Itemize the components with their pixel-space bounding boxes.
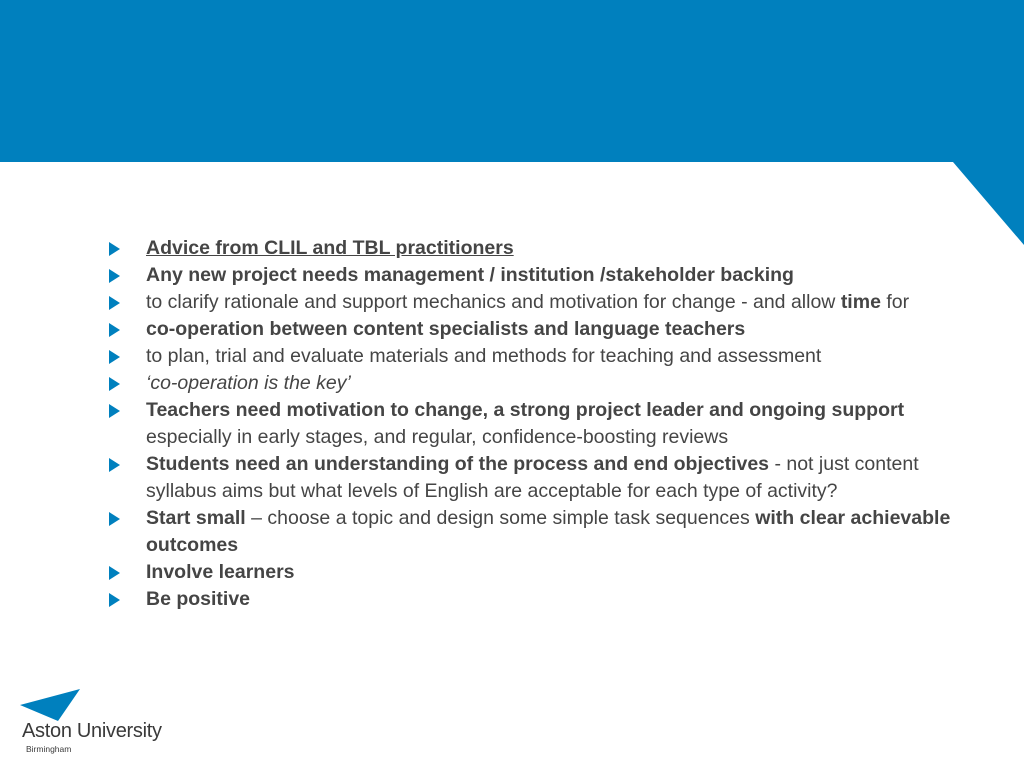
bullet-arrow-icon <box>109 350 120 364</box>
list-heading: Advice from CLIL and TBL practitioners <box>146 237 514 259</box>
list-item: to plan, trial and evaluate materials and methods for teaching and assessment <box>108 343 958 370</box>
list-item: Start small – choose a topic and design some simple task sequences with clear achievable outcomes <box>108 505 958 559</box>
list-item: co-operation between content specialists and language teachers <box>108 316 958 343</box>
bullet-arrow-icon <box>109 269 120 283</box>
bullet-arrow-icon <box>109 296 120 310</box>
list-item <box>108 235 958 262</box>
list-item: Students need an understanding of the process and end objectives - not just content syllabus aims but what levels of English are acceptable for each type of activity? <box>108 451 958 505</box>
logo-city: Birmingham <box>26 744 72 754</box>
bullet-arrow-icon <box>109 377 120 391</box>
list-item: ‘co-operation is the key’ <box>108 370 958 397</box>
aston-university-logo <box>20 688 190 758</box>
bullet-arrow-icon <box>109 593 120 607</box>
bullet-arrow-icon <box>109 512 120 526</box>
bullet-arrow-icon <box>109 458 120 472</box>
bullet-arrow-icon <box>109 242 120 256</box>
header-band <box>0 0 1024 245</box>
list-item: Teachers need motivation to change, a strong project leader and ongoing support especially in early stages, and regular, confidence-boosting reviews <box>108 397 958 451</box>
list-item: Be positive <box>108 586 958 613</box>
bullet-arrow-icon <box>109 323 120 337</box>
list-item: Any new project needs management / institution /stakeholder backing <box>108 262 958 289</box>
bullet-list <box>108 235 958 613</box>
bullet-arrow-icon <box>109 566 120 580</box>
aston-triangle-icon <box>20 688 82 722</box>
bullet-arrow-icon <box>109 404 120 418</box>
list-item: Involve learners <box>108 559 958 586</box>
logo-wordmark: Aston University <box>22 720 162 742</box>
list-item: to clarify rationale and support mechanics and motivation for change - and allow time for <box>108 289 958 316</box>
